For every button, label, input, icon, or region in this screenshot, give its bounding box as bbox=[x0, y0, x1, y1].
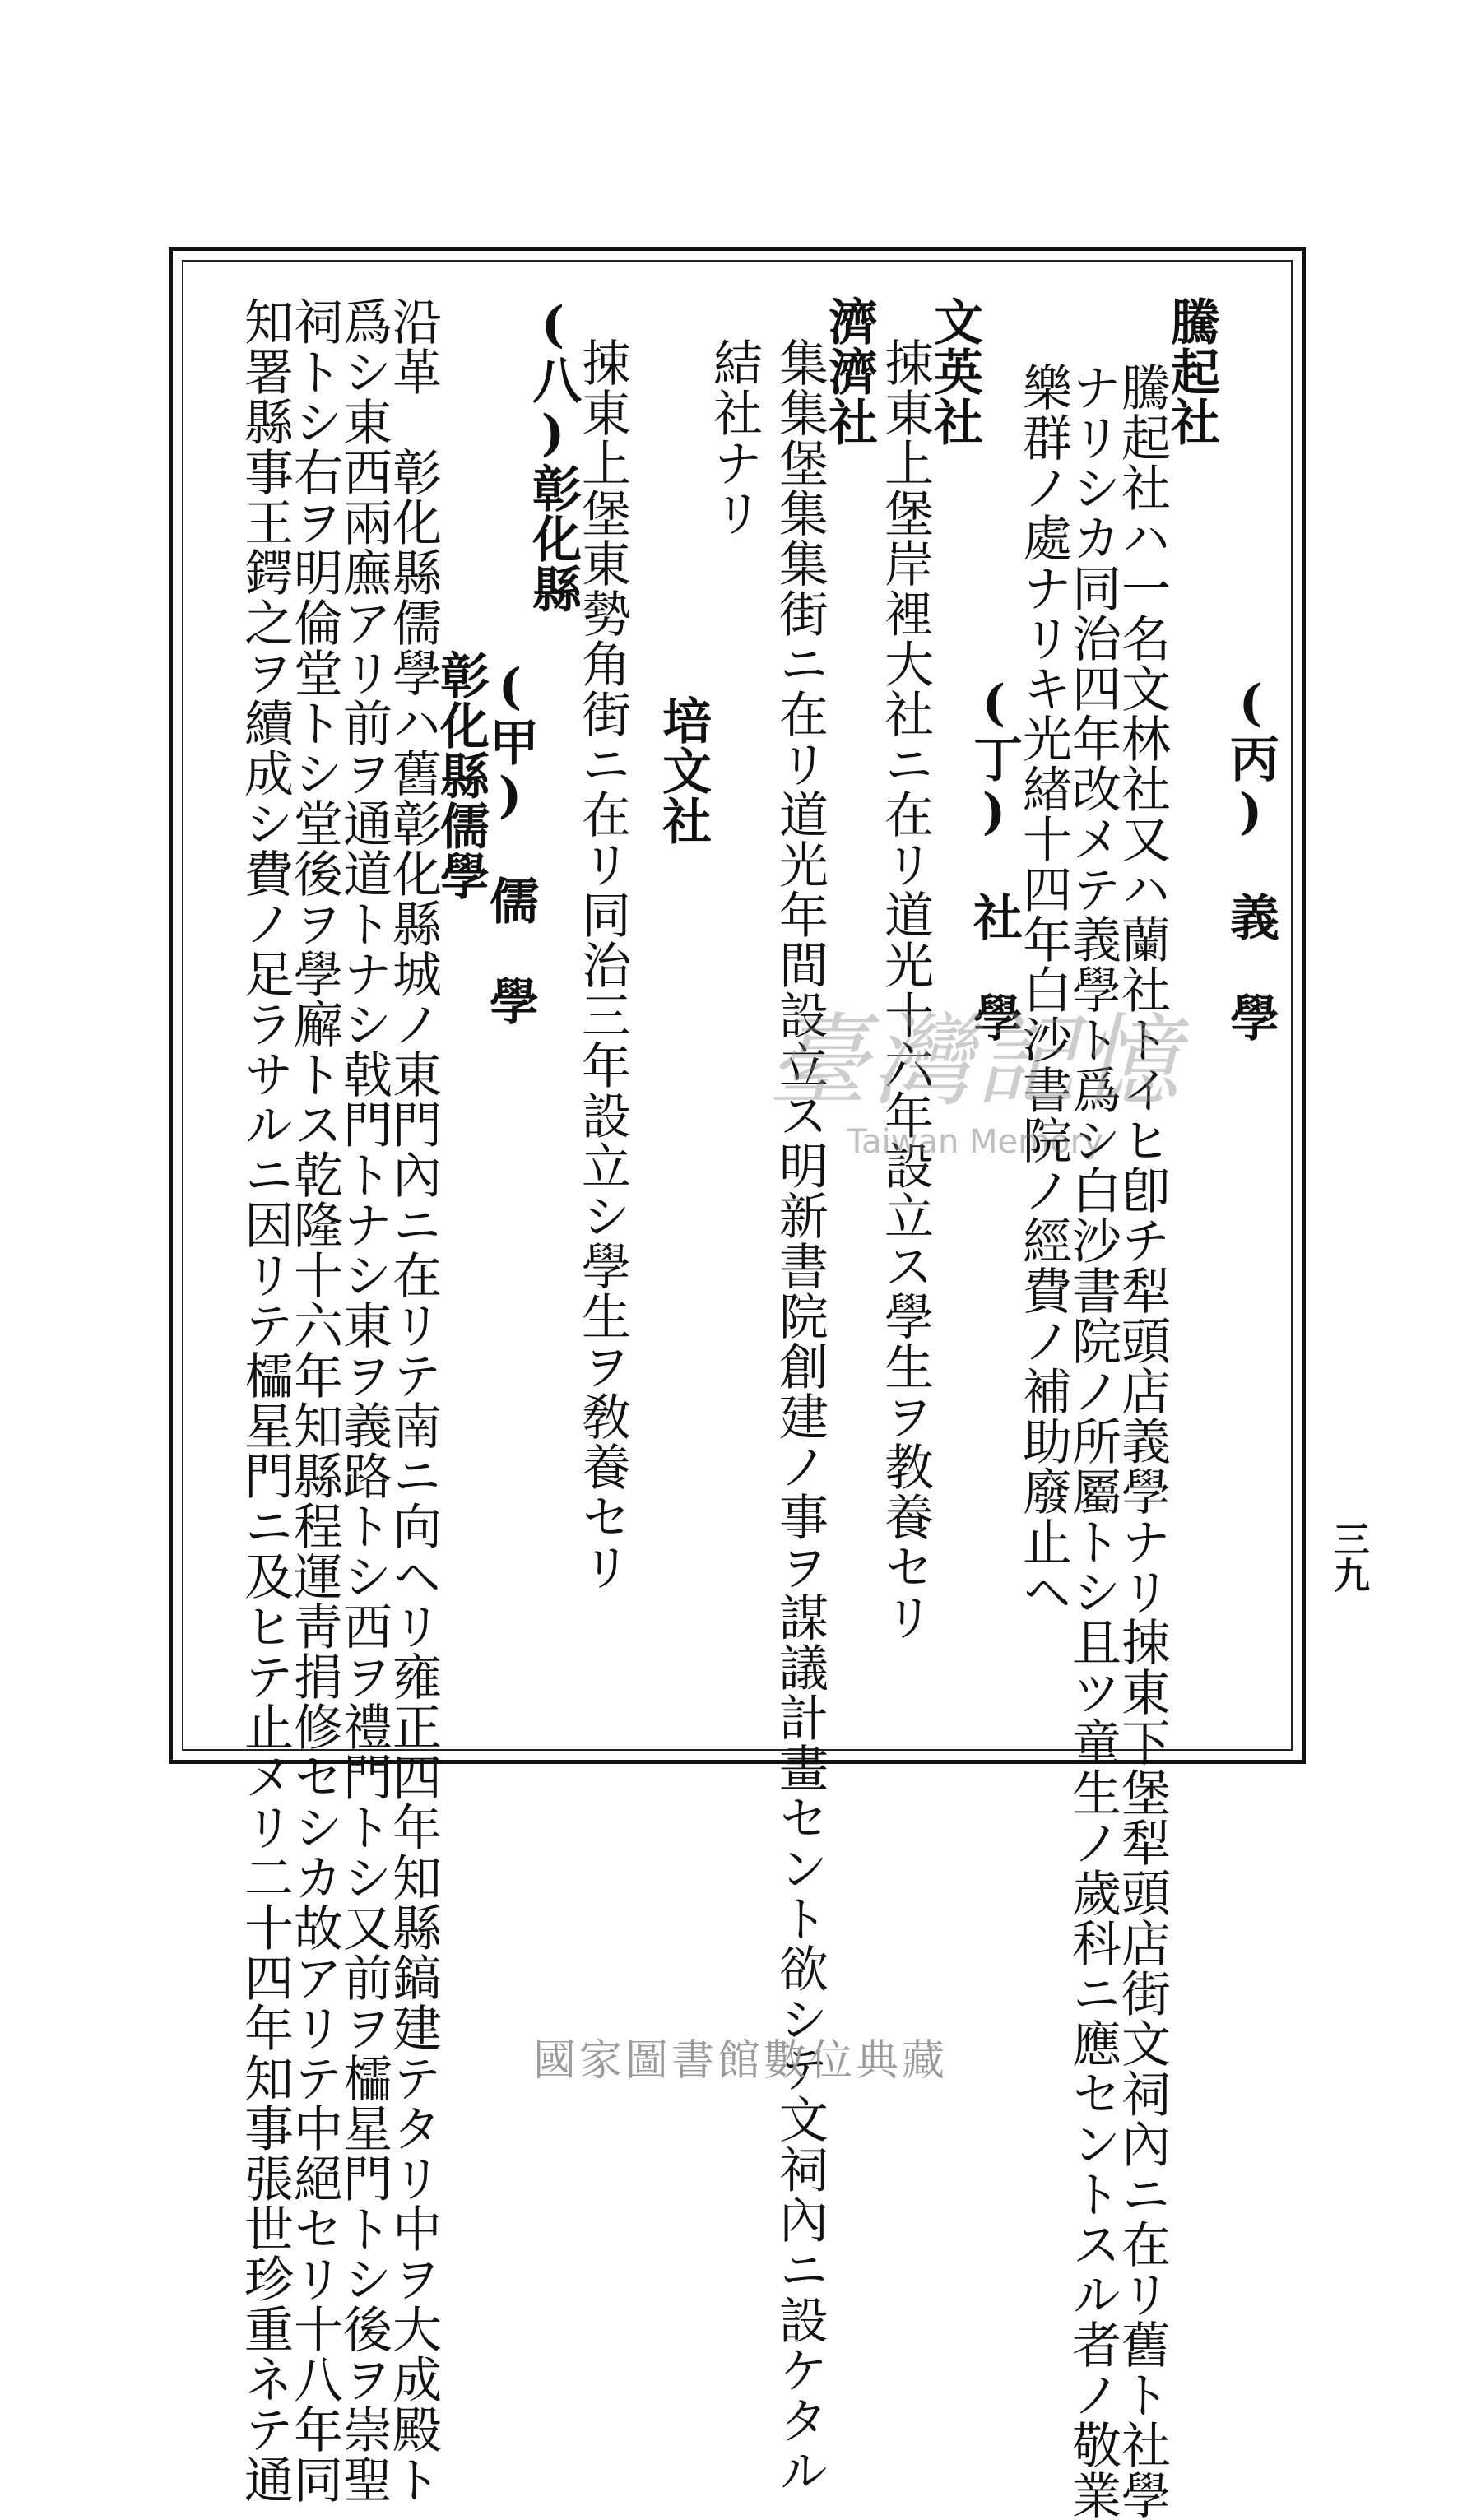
text-column: 捒東上堡東勢角街ニ在リ同治三年設立シ學生ヲ敎養セリ bbox=[573, 337, 631, 1592]
page-number: 三九 bbox=[1327, 1520, 1369, 1593]
heading-zhanghua-ruxue: 彰化縣儒學 bbox=[432, 650, 490, 901]
text-column: 祠トシ右ヲ明倫堂トシ堂後ヲ學廨トス乾隆十六年知縣程運靑捐修セシカ故アリテ中絕セリ十八年同 bbox=[286, 296, 343, 2504]
heading-shexue: (丁) 社 學 bbox=[965, 675, 1023, 1042]
text-column: 集集堡集集街ニ在リ道光年間設立ス明新書院創建ノ事ヲ謀議計畫セント欲シテ文祠內ニ設ケタル bbox=[771, 337, 829, 2495]
text-column: 結社ナリ bbox=[705, 337, 763, 538]
text-column: 沿革 彰化縣儒學ハ舊彰化縣城ノ東門內ニ在リテ南ニ向ヘリ雍正四年知縣鎬建テタリ中ヲ大成殿ト bbox=[384, 296, 442, 2504]
text-column: ナリシカ同治四年改メテ義學ト爲シ白沙書院ノ所屬トシ且ツ童生ノ歲科ニ應セントスル者ノ敬業 bbox=[1064, 362, 1121, 2520]
section-title-wenying: 文英社 bbox=[926, 296, 983, 447]
watermark-english: Taiwan Memory bbox=[847, 1123, 1103, 1161]
text-column: 捒東上堡岸裡大社ニ在リ道光十六年設立ス學生ヲ教養セリ bbox=[876, 337, 934, 1642]
section-title-tengqi: 騰起社 bbox=[1163, 296, 1220, 447]
section-title-jiji: 濟濟社 bbox=[820, 296, 878, 447]
heading-peiwen: 培文社 bbox=[654, 695, 712, 846]
text-column: 騰起社ハ一名文林社又ハ蘭社トイヒ卽チ犁頭店義學ナリ捒東下堡犁頭店街文祠內ニ在リ舊ト社學 bbox=[1113, 362, 1171, 2520]
library-footer: 國家圖書館數位典藏 bbox=[532, 2036, 948, 2086]
watermark-chinese: 臺灣記憶 bbox=[768, 1003, 1182, 1120]
heading-yixue: (丙) 義 學 bbox=[1222, 675, 1279, 1042]
text-column: 爲シ東西兩廡アリ前ヲ通道トナシ戟門トナシ東ヲ義路トシ西ヲ禮門トシ又前ヲ櫺星門トシ後ヲ崇聖 bbox=[335, 296, 392, 2504]
text-column: 知署縣事王鍔之ヲ續成シ費ノ足ラサルニ因リテ櫺星門ニ及ヒテ止メリ二十四年知事張世珍重ネテ通 bbox=[236, 296, 294, 2504]
section-title-zhanghua: (八)彰化縣 bbox=[524, 296, 582, 614]
text-column: 樂群ノ處ナリキ光緖十四年白沙書院ノ經費ノ補助廢止ヘ bbox=[1014, 362, 1072, 1617]
heading-ruxue: (甲) 儒 學 bbox=[481, 658, 539, 1026]
